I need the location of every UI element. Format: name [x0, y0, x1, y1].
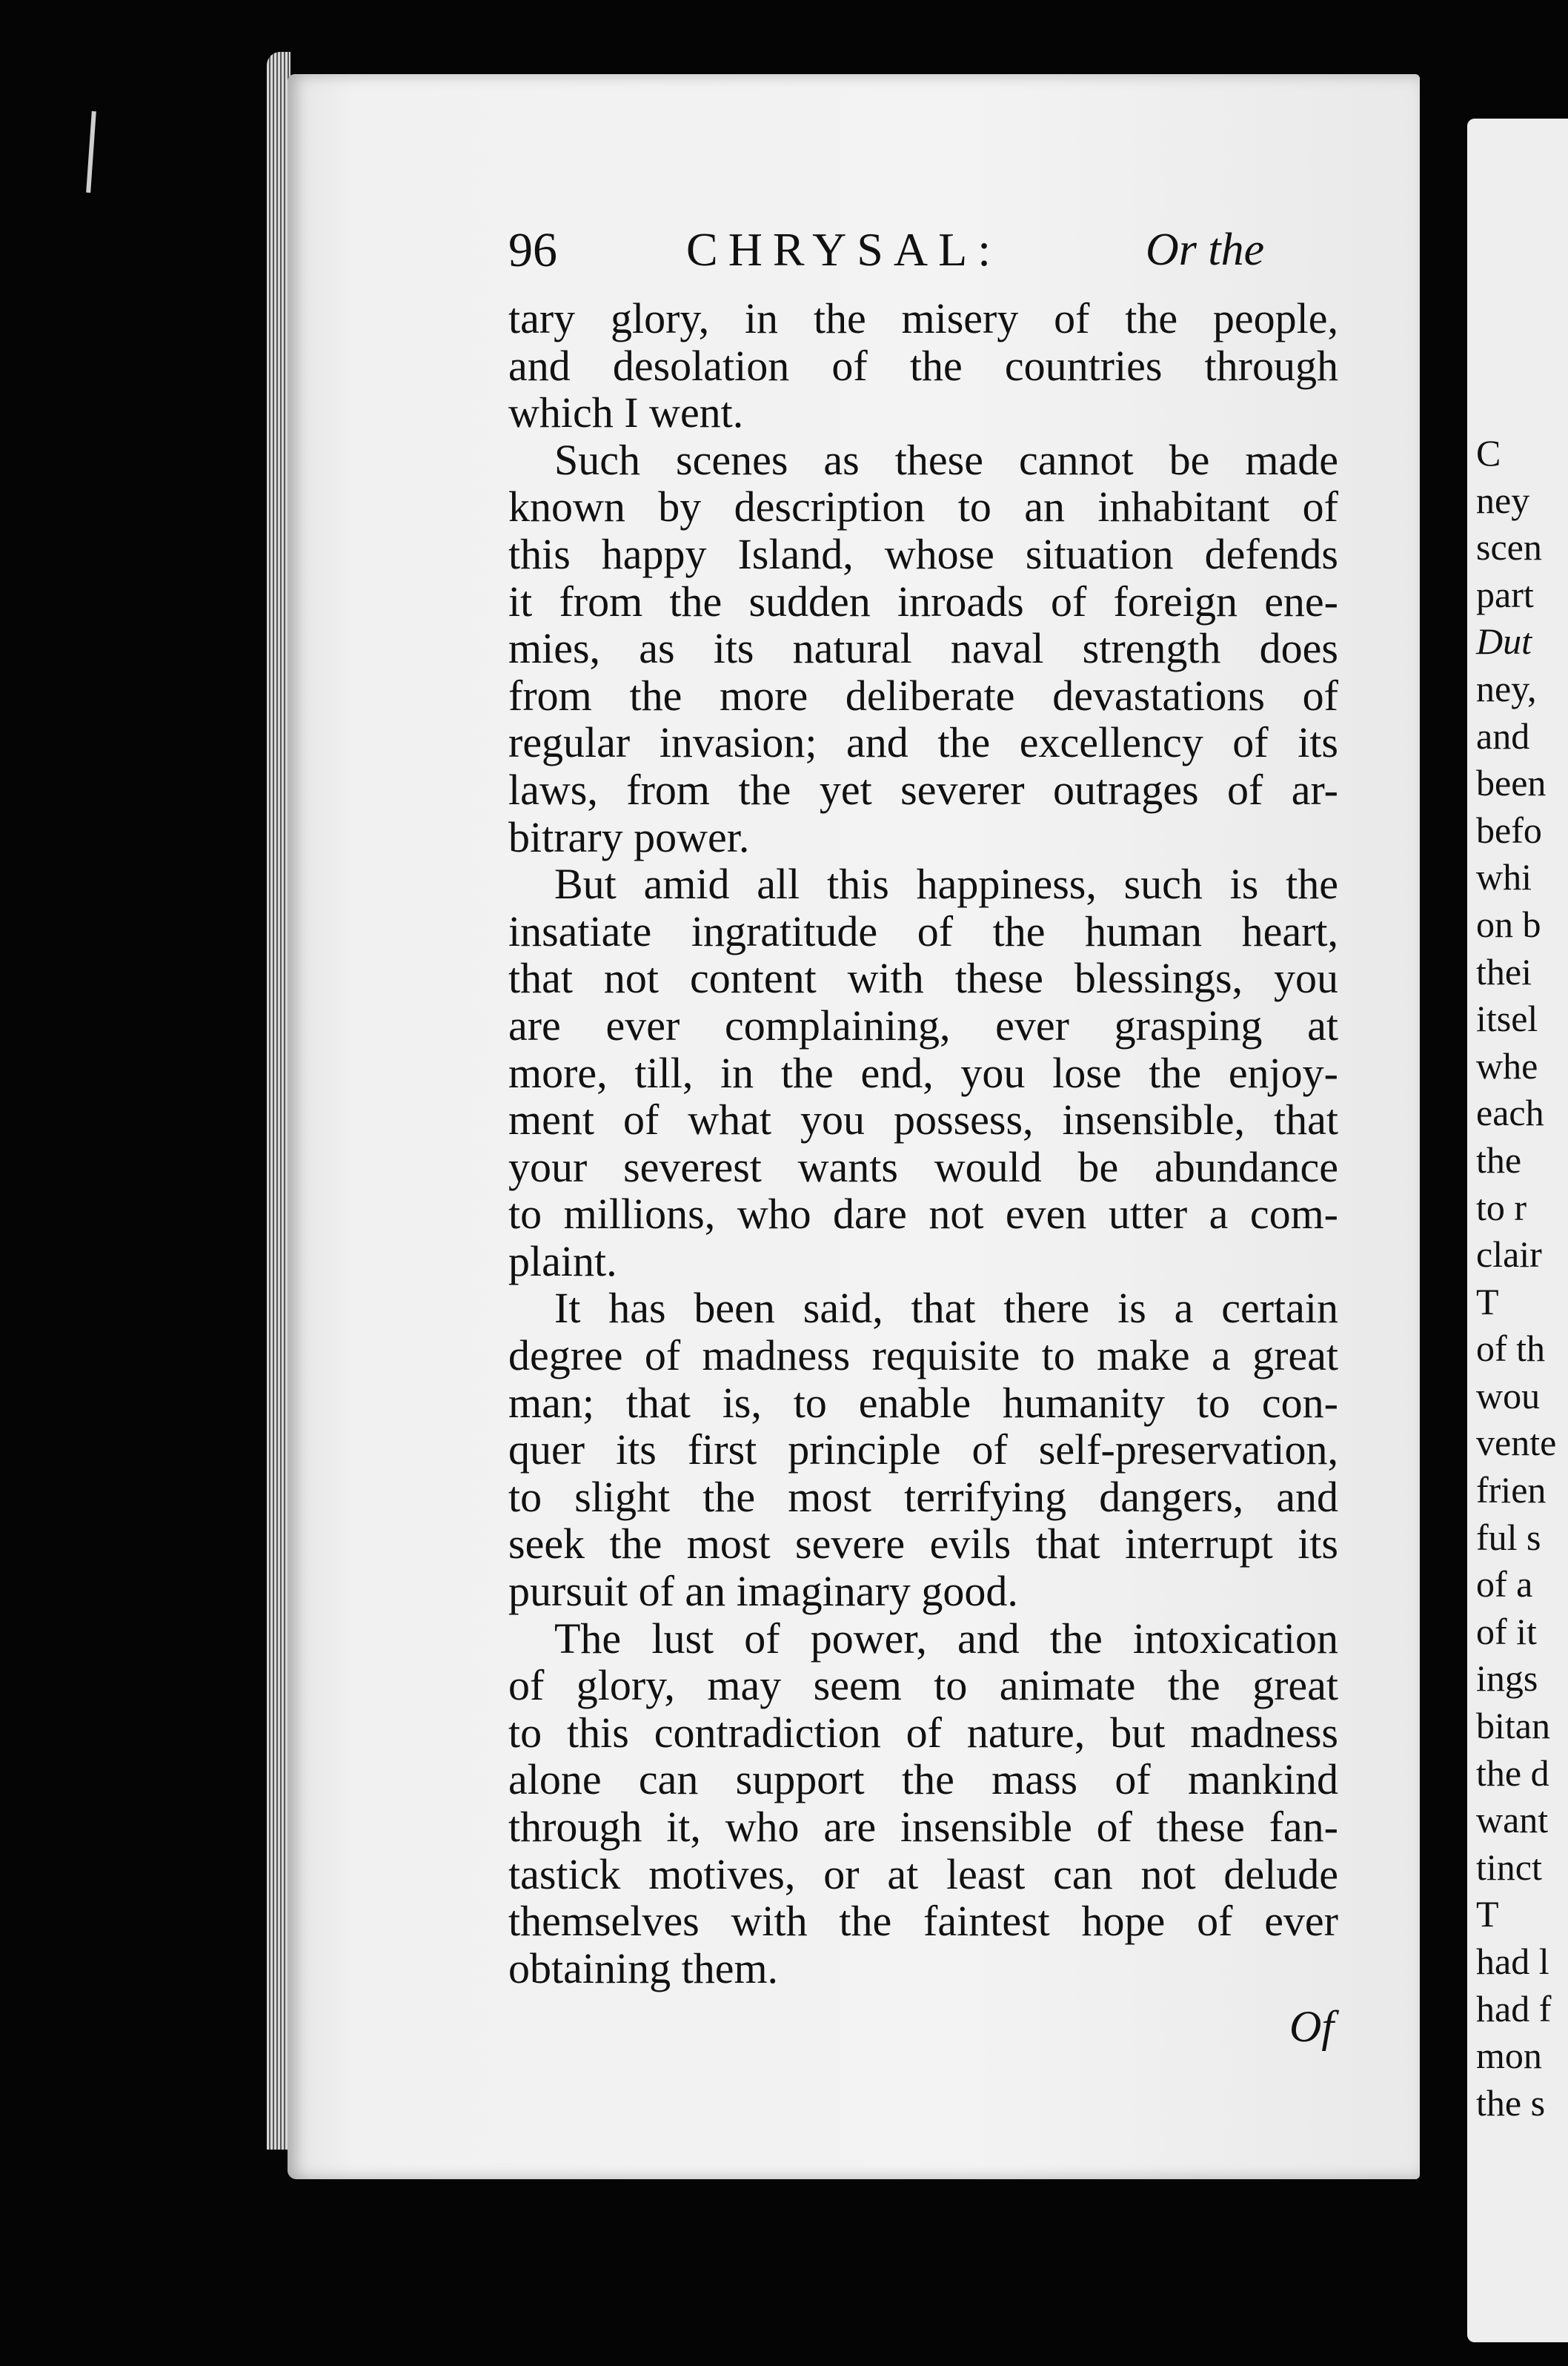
fragment-line: to r	[1476, 1186, 1527, 1228]
fragment-line: frien	[1476, 1469, 1547, 1511]
text-line: The lust of power, and the intoxication	[554, 1614, 1338, 1663]
text-line: quer its first principle of self-preservation,	[508, 1425, 1338, 1474]
text-line: to slight the most terrifying dangers, and	[508, 1472, 1338, 1521]
fragment-line: want	[1476, 1799, 1549, 1841]
text-line: known by description to an inhabitant of	[508, 483, 1338, 531]
fragment-line: part	[1476, 573, 1534, 615]
fragment-line: of it	[1476, 1610, 1537, 1652]
fragment-line: each	[1476, 1092, 1544, 1134]
fragment-line: thei	[1476, 950, 1532, 993]
text-line: this happy Island, whose situation defends	[508, 529, 1338, 578]
fragment-line: Dut	[1476, 620, 1532, 663]
text-line: more, till, in the end, you lose the enjoy-	[508, 1048, 1338, 1097]
fragment-line: on b	[1476, 903, 1541, 945]
fragment-line: wou	[1476, 1374, 1541, 1416]
fragment-line: whe	[1476, 1044, 1538, 1087]
text-line: your severest wants would be abundance	[508, 1142, 1338, 1191]
text-line: It has been said, that there is a certain	[554, 1284, 1338, 1333]
fragment-line: ney	[1476, 479, 1530, 521]
text-line: But amid all this happiness, such is the	[554, 860, 1338, 909]
fragment-line: ful s	[1476, 1516, 1541, 1558]
fragment-line: mon	[1476, 2035, 1542, 2077]
text-line: man; that is, to enable humanity to con-	[508, 1378, 1338, 1427]
text-line: tary glory, in the misery of the people,	[508, 294, 1338, 342]
fragment-line: the d	[1476, 1752, 1549, 1794]
text-line: through it, who are insensible of these fan-	[508, 1803, 1338, 1851]
fragment-line: ings	[1476, 1657, 1538, 1700]
fragment-line: C	[1476, 432, 1501, 474]
text-line: mies, as its natural naval strength does	[508, 624, 1338, 673]
facing-page-fragments	[1476, 430, 1568, 2127]
margin-mark	[86, 111, 96, 193]
text-line: degree of madness requisite to make a great	[508, 1331, 1338, 1380]
fragment-line: been	[1476, 762, 1547, 804]
text-line: plaint.	[508, 1236, 617, 1285]
fragment-line: itsel	[1476, 998, 1538, 1040]
text-line: insatiate ingratitude of the human heart,	[508, 907, 1338, 955]
body-text	[508, 295, 1338, 1992]
text-line: laws, from the yet severer outrages of ar-	[508, 765, 1338, 814]
text-line: of glory, may seem to animate the great	[508, 1661, 1338, 1710]
text-line: tastick motives, or at least can not delude	[508, 1849, 1338, 1898]
text-line: to this contradiction of nature, but madness	[508, 1708, 1338, 1757]
text-line: it from the sudden inroads of foreign ene-	[508, 577, 1338, 626]
fragment-line: had l	[1476, 1941, 1549, 1982]
fragment-line: the s	[1476, 2081, 1546, 2124]
fragment-line: scen	[1476, 526, 1542, 569]
fragment-line: and	[1476, 715, 1530, 757]
text-line: to millions, who dare not even utter a com-	[508, 1190, 1338, 1239]
fragment-line: befo	[1476, 809, 1542, 851]
fragment-line: tinct	[1476, 1846, 1542, 1888]
text-line: Such scenes as these cannot be made	[554, 435, 1338, 484]
text-line: that not content with these blessings, you	[508, 954, 1338, 1003]
fragment-line: had f	[1476, 1987, 1552, 2029]
fragment-line: of th	[1476, 1328, 1546, 1370]
running-title: CHRYSAL:	[686, 223, 1001, 276]
text-line: are ever complaining, ever grasping at	[508, 1001, 1338, 1050]
fragment-line: of a	[1476, 1563, 1533, 1606]
text-line: from the more deliberate devastations of	[508, 671, 1338, 720]
running-title-italic: Or the	[1146, 225, 1265, 275]
text-line: obtaining them.	[508, 1944, 779, 1992]
page-number: 96	[508, 223, 557, 277]
running-head	[508, 222, 1338, 296]
text-line: and desolation of the countries through	[508, 341, 1338, 390]
text-line: alone can support the mass of mankind	[508, 1755, 1338, 1804]
fragment-line: T	[1476, 1893, 1499, 1935]
text-line: pursuit of an imaginary good.	[508, 1567, 1018, 1616]
text-line: ment of what you possess, insensible, that	[508, 1096, 1338, 1144]
text-line: regular invasion; and the excellency of its	[508, 718, 1338, 767]
text-line: which I went.	[508, 388, 744, 437]
text-line: seek the most severe evils that interrupt its	[508, 1520, 1338, 1568]
fragment-line: clair	[1476, 1233, 1542, 1276]
fragment-line: whi	[1476, 856, 1532, 898]
fragment-line: ney,	[1476, 667, 1537, 709]
fragment-line: the	[1476, 1139, 1522, 1181]
fragment-line: vente	[1476, 1422, 1557, 1464]
catchword: Of	[1289, 2002, 1334, 2051]
text-line: bitrary power.	[508, 812, 750, 861]
text-line: themselves with the faintest hope of ever	[508, 1897, 1338, 1946]
fragment-line: bitan	[1476, 1705, 1550, 1747]
facing-page-edge	[1467, 119, 1568, 2342]
fragment-line: T	[1476, 1280, 1499, 1322]
